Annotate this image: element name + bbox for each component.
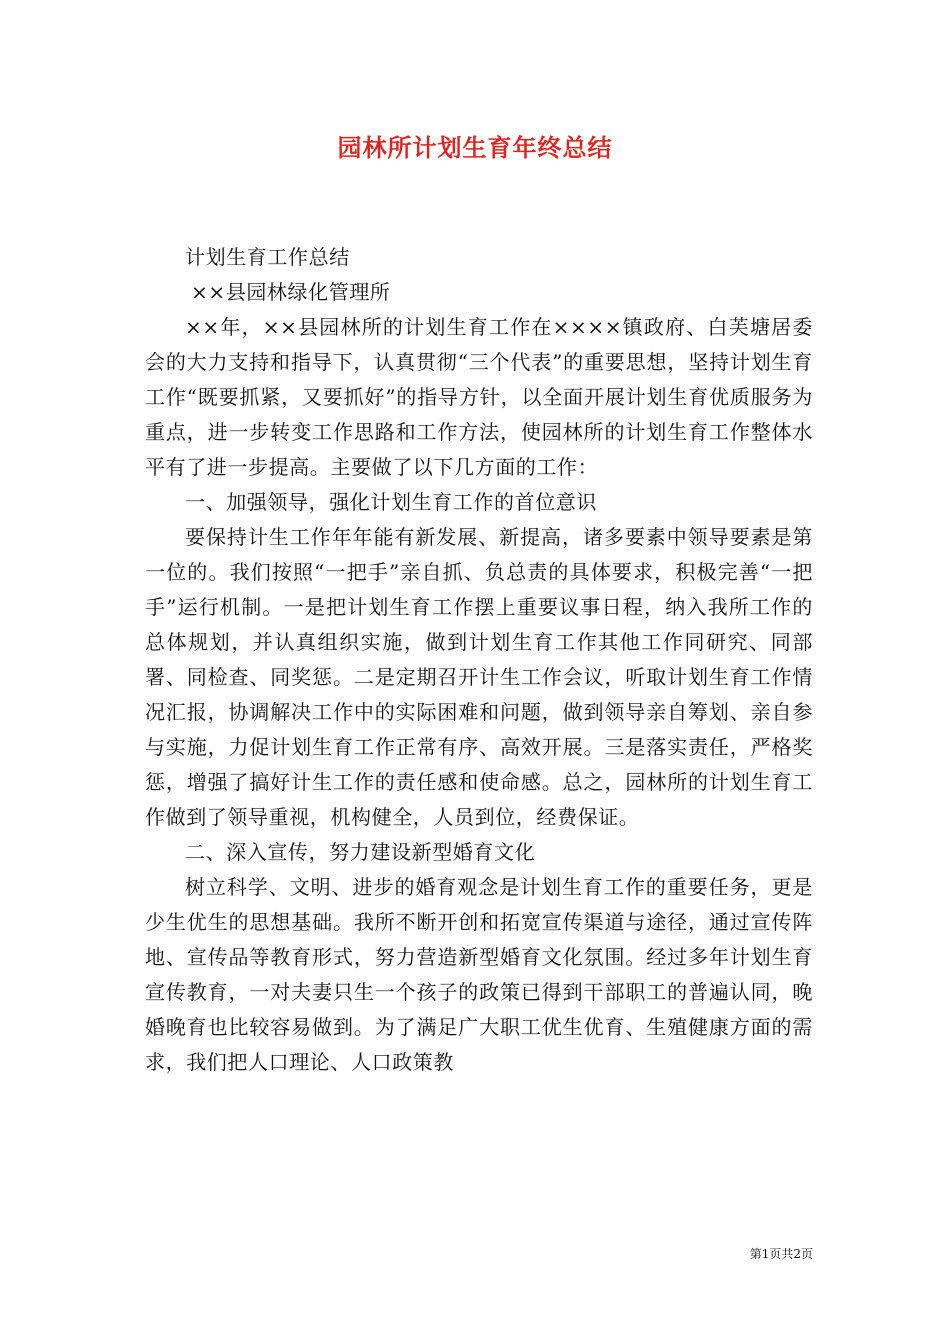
section-heading-2: 二、深入宣传，努力建设新型婚育文化 [185, 840, 536, 864]
section-1-paragraph: 要保持计生工作年年能有新发展、新提高，诸多要素中领导要素是第一位的。我们按照“一把手”亲自抓、负总责的具体要求，积极完善“一把手”运行机制。一是把计划生育工作摆上重要议事日程，纳入我所工作的总体规划，并认真组织实施，做到计划生育工作其他工作同研究、同部署、同检查、同奖惩。二是定期召开计生工作会议，听取计划生育工作情况汇报，协调解决工作中的实际困难和问题，做到领导亲自筹划、亲自参与实施，力促计划生育工作正常有序、高效开展。三是落实责任，严格奖惩，增强了搞好计生工作的责任感和使命感。总之，园林所的计划生育工作做到了领导重视，机构健全，人员到位，经费保证。 [145, 525, 813, 829]
section-heading-1: 一、加强领导，强化计划生育工作的首位意识 [185, 490, 597, 514]
section-2-paragraph: 树立科学、文明、进步的婚育观念是计划生育工作的重要任务，更是少生优生的思想基础。我所不断开创和拓宽宣传渠道与途径，通过宣传阵地、宣传品等教育形式，努力营造新型婚育文化氛围。经过多年计划生育宣传教育，一对夫妻只生一个孩子的政策已得到干部职工的普遍认同，晚婚晚育也比较容易做到。为了满足广大职工优生优育、生殖健康方面的需求，我们把人口理论、人口政策教 [145, 875, 813, 1074]
intro-paragraph: ××年，××县园林所的计划生育工作在××××镇政府、白芙塘居委会的大力支持和指导下，认真贯彻“三个代表”的重要思想，坚持计划生育工作“既要抓紧，又要抓好”的指导方针，以全面开展计划生育优质服务为重点，进一步转变工作思路和工作方法，使园林所的计划生育工作整体水平有了进一步提高。主要做了以下几方面的工作： [145, 315, 813, 479]
document-body [145, 240, 813, 1080]
page-title: 园林所计划生育年终总结 [337, 133, 613, 162]
organization-name: ××县园林绿化管理所 [191, 280, 391, 304]
page-number: 第1页共2页 [749, 1247, 813, 1261]
subtitle-heading: 计划生育工作总结 [185, 245, 350, 269]
